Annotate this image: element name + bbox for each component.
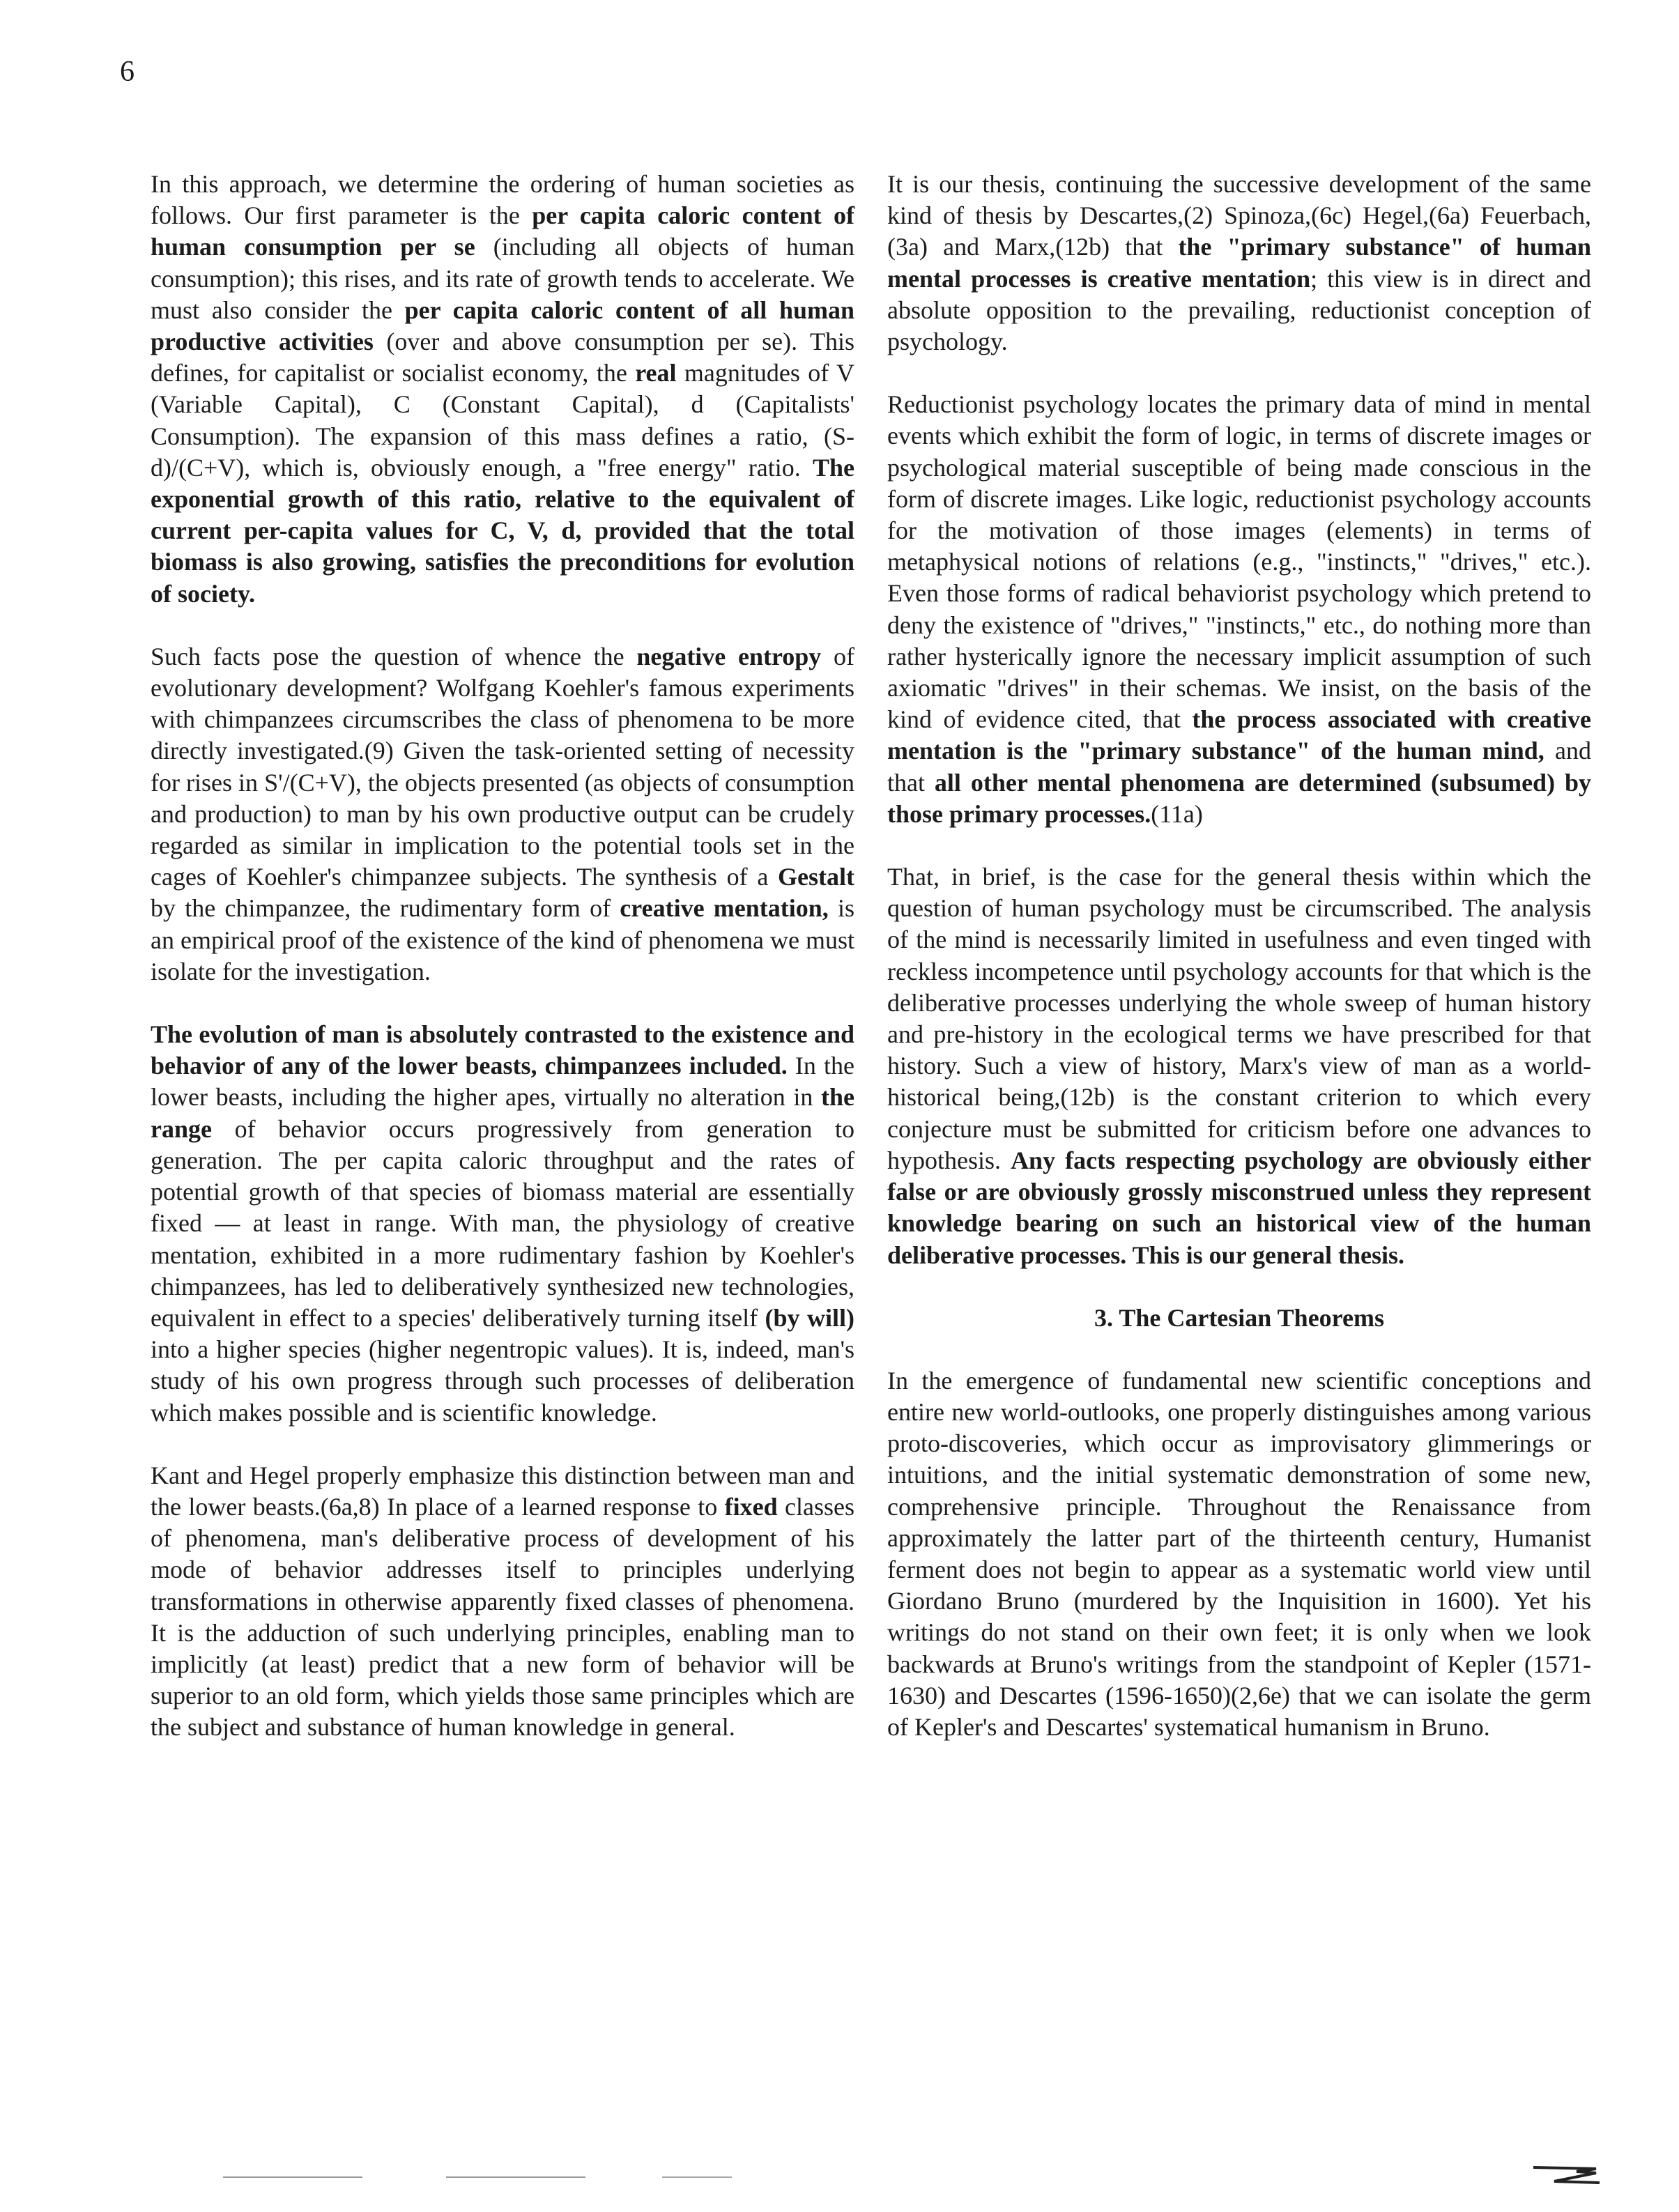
bold-run: fixed — [724, 1492, 778, 1521]
section-heading: 3. The Cartesian Theorems — [1094, 1303, 1384, 1332]
scan-artifact-lines — [0, 2160, 1679, 2188]
text-run: That, in brief, is the case for the general thesis within which the question of human psychology must be circumscribed. The analysis of the mind is necessarily limited in usefulness and even tinged with reckless incompetence until psychology accounts for that which is the deliberative processes underlying the whole sweep of human history and pre-history in the ecological terms we have prescribed for that history. Such a view of history, Marx's view of man as a world-historical being,(12b) is the constant criterion to which every conjecture must be submitted for criticism before one advances to hypothesis. — [887, 863, 1591, 1174]
bold-run: per capita caloric content of human consumption per se — [151, 201, 854, 261]
footer-scan-marks — [0, 2160, 1679, 2188]
bold-run: creative mentation, — [620, 894, 829, 923]
text-run: In the lower beasts, including the higher apes, virtually no alteration in — [151, 1052, 855, 1112]
left-paragraph-4 — [151, 1460, 854, 1744]
right-column — [887, 169, 1591, 1774]
right-paragraph-2 — [887, 389, 1591, 830]
right-paragraph-1 — [887, 169, 1591, 358]
bold-run: negative entropy — [636, 642, 822, 670]
text-run: ; this view is in direct and absolute opposition to the prevailing, reductionist conception of psychology. — [887, 264, 1592, 356]
text-run: by the chimpanzee, the rudimentary form of — [151, 894, 620, 923]
bold-run: Any facts respecting psychology are obviously either false or are obviously grossly misconstrued unless they represent knowledge bearing on such an historical view of the human deliberative processes. This is our general thesis. — [887, 1146, 1591, 1269]
text-run: Reductionist psychology locates the primary data of mind in mental events which exhibit the form of logic, in terms of discrete images or psychological material susceptible of being made conscious in the form of discrete images. Like logic, reductionist psychology accounts for the motivation of those images (elements) in terms of metaphysical notions of relations (e.g., "instincts," "drives," etc.). Even those forms of radical behaviorist psychology which pretend to deny the existence of "drives," "instincts," etc., do nothing more than rather hysterically ignore the necessary implicit assumption of such axiomatic "drives" in their schemas. We insist, on the basis of the kind of evidence cited, that — [887, 390, 1591, 734]
text-run: classes of phenomena, man's deliberative process of development of his mode of behavior addresses itself to principles underlying transformations in otherwise apparently fixed classes of phenomena. It is the adduction of such underlying principles, enabling man to implicitly (at least) predict that a new form of behavior will be superior to an old form, which yields those same principles which are the subject and substance of human knowledge in general. — [151, 1492, 855, 1742]
bold-run: the range — [151, 1083, 854, 1143]
text-run: (11a) — [1151, 799, 1203, 828]
text-run: into a higher species (higher negentropic values). It is, indeed, man's study of his own progress through such processes of deliberation which makes possible and is scientific knowledge. — [151, 1335, 854, 1427]
bold-run: Gestalt — [778, 863, 854, 891]
text-run: is an empirical proof of the existence of the kind of phenomena we must isolate for the investigation. — [151, 894, 854, 985]
text-run: In the emergence of fundamental new scientific conceptions and entire new world-outlooks, one properly distinguishes among various proto-discoveries, which occur as improvisatory glimmerings or intuitions, and the initial systematic demonstration of some new, comprehensive principle. Throughout the Renaissance from approximately the latter part of the thirteenth century, Humanist ferment does not begin to appear as a systematic world view until Giordano Bruno (murdered by the Inquisition in 1600). Yet his writings do not stand on their own feet; it is only when we look backwards at Bruno's writings from the standpoint of Kepler (1571-1630) and Descartes (1596-1650)(2,6e) that we can isolate the germ of Kepler's and Descartes' systematical humanism in Bruno. — [887, 1366, 1591, 1741]
left-paragraph-3 — [151, 1019, 854, 1429]
bold-run: The exponential growth of this ratio, relative to the equivalent of current per-capita values for C, V, d, provided that the total biomass is also growing, satisfies the preconditions for evolution of society. — [151, 453, 854, 608]
text-run: of behavior occurs progressively from generation to generation. The per capita caloric throughput and the rates of potential growth of that species of biomass material are essentially fixed — at least in range. With man, the physiology of creative mentation, exhibited in a more rudimentary fashion by Koehler's chimpanzees, has led to deliberatively synthesized new technologies, equivalent in effect to a species' deliberatively turning itself — [151, 1114, 854, 1332]
bold-run: per capita caloric content of all human productive activities — [151, 295, 854, 356]
text-run: magnitudes of V (Variable Capital), C (Constant Capital), d (Capitalists' Consumption). The expansion of this mass defines a ratio, (S-d)/(C+V), which is, obviously enough, a "free energy" ratio. — [151, 359, 854, 482]
text-run: Kant and Hegel properly emphasize this distinction between man and the lower beasts.(6a,8) In place of a learned response to — [151, 1461, 854, 1521]
text-run: Such facts pose the question of whence the — [151, 642, 637, 670]
left-column — [151, 169, 854, 1775]
bold-run: the process associated with creative mentation is the "primary substance" of the human mind, — [887, 705, 1591, 765]
right-paragraph-4 — [887, 1365, 1591, 1743]
bold-run: the "primary substance" of human mental processes is creative mentation — [887, 233, 1591, 293]
text-run: (including all objects of human consumption); this rises, and its rate of growth tends to accelerate. We must also consider the — [151, 233, 855, 324]
left-paragraph-2 — [151, 641, 854, 988]
left-paragraph-1 — [151, 169, 854, 610]
bold-run: all other mental phenomena are determined (subsumed) by those primary processes. — [887, 768, 1591, 828]
text-run: It is our thesis, continuing the successive development of the same kind of thesis by Descartes,(2) Spinoza,(6c) Hegel,(6a) Feuerbach,(3a) and Marx,(12b) that — [887, 170, 1591, 261]
bold-run: (by will) — [765, 1303, 854, 1332]
text-run: of evolutionary development? Wolfgang Koehler's famous experiments with chimpanzees circumscribes the class of phenomena to be more directly investigated.(9) Given the task-oriented setting of necessity for rises in S'/(C+V), the objects presented (as objects of consumption and production) to man by his own productive output can be crudely regarded as similar in implication to the potential tools set in the cages of Koehler's chimpanzee subjects. The synthesis of a — [151, 642, 854, 891]
text-run: (over and above consumption per se). This defines, for capitalist or socialist economy, the — [151, 328, 854, 387]
text-run: and that — [887, 737, 1591, 797]
right-paragraph-3 — [887, 861, 1591, 1271]
page-number: 6 — [120, 56, 135, 88]
text-run: In this approach, we determine the ordering of human societies as follows. Our first parameter is the — [151, 170, 854, 230]
bold-run: real — [635, 359, 677, 387]
bold-run: The evolution of man is absolutely contrasted to the existence and behavior of any of the lower beasts, chimpanzees included. — [151, 1020, 854, 1080]
